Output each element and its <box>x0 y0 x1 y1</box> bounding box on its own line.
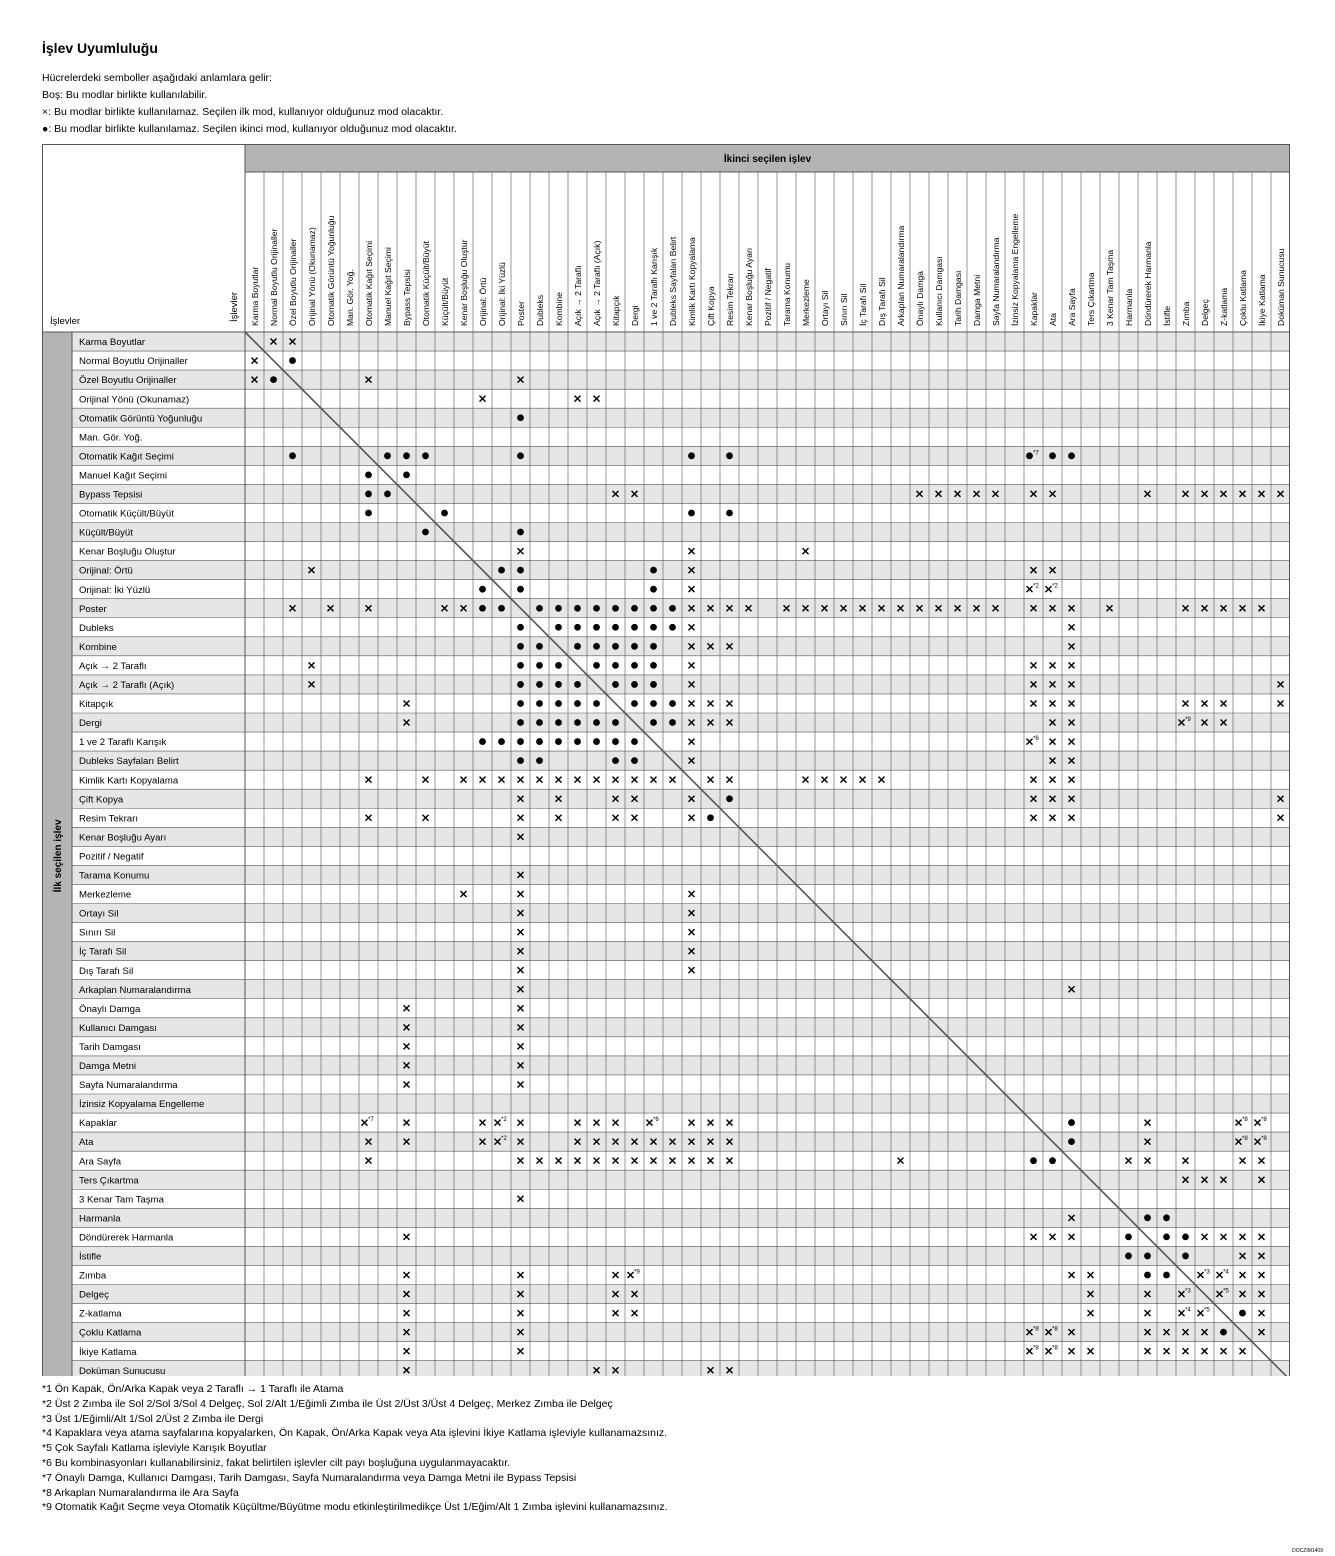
row-shade <box>72 1056 1290 1075</box>
dot-mark <box>1163 1214 1170 1221</box>
dot-mark <box>517 681 524 688</box>
functions-vertical-label: İşlevler <box>229 291 240 322</box>
dot-mark <box>574 643 581 650</box>
column-header: Dış Tarafı Sil <box>877 277 887 326</box>
dot-mark <box>1144 1272 1151 1279</box>
dot-mark <box>669 700 676 707</box>
dot-mark <box>612 681 619 688</box>
footnote: *8 Arkaplan Numaralandırma ile Ara Sayfa <box>42 1486 239 1499</box>
column-header: Kimlik Kartı Kopyalama <box>687 237 697 326</box>
row-label: Orijinal Yönü (Okunamaz) <box>79 394 190 406</box>
dot-mark <box>441 510 448 517</box>
column-header: Çoklu Katlama <box>1238 270 1248 326</box>
dot-mark <box>593 662 600 669</box>
footnote-ref: *8 <box>1242 1135 1248 1143</box>
dot-mark <box>631 662 638 669</box>
column-header: Döndürerek Harmanla <box>1143 241 1153 326</box>
row-label: Otomatik Küçült/Büyüt <box>79 508 174 520</box>
row-shade <box>72 1170 1290 1189</box>
footnote-ref: *3 <box>1204 1268 1210 1276</box>
column-header: Delgeç <box>1200 299 1210 326</box>
row-shade <box>72 1132 1290 1151</box>
dot-mark <box>1220 1329 1227 1336</box>
dot-mark <box>536 643 543 650</box>
symbol-legend <box>42 70 457 138</box>
dot-mark <box>726 452 733 459</box>
dot-mark <box>1182 1253 1189 1260</box>
dot-mark <box>650 605 657 612</box>
dot-mark <box>612 738 619 745</box>
dot-mark <box>498 605 505 612</box>
dot-mark <box>517 643 524 650</box>
dot-mark <box>1049 452 1056 459</box>
column-header: Kenar Boşluğu Ayarı <box>744 247 754 326</box>
row-shade <box>72 523 1290 542</box>
row-label: Ters Çıkartma <box>79 1175 139 1187</box>
dot-mark <box>574 681 581 688</box>
footnotes <box>42 1382 668 1515</box>
dot-mark <box>1068 452 1075 459</box>
dot-mark <box>289 357 296 364</box>
dot-mark <box>536 757 543 764</box>
dot-mark <box>384 452 391 459</box>
row-label: Dubleks Sayfaları Belirt <box>79 756 179 768</box>
column-header: Kapaklar <box>1029 292 1039 326</box>
column-header: Z-katlama <box>1219 287 1229 326</box>
footnote-ref: *6 <box>653 1116 659 1124</box>
row-shade <box>72 1323 1290 1342</box>
dot-mark <box>688 452 695 459</box>
row-label: Pozitif / Negatif <box>79 851 144 863</box>
dot-mark <box>517 452 524 459</box>
dot-mark <box>650 586 657 593</box>
dot-mark <box>555 681 562 688</box>
footnote-ref: *9 <box>634 1268 640 1276</box>
dot-mark <box>555 719 562 726</box>
dot-mark <box>593 624 600 631</box>
column-header: 1 ve 2 Taraflı Karışık <box>649 247 659 326</box>
row-label: Çoklu Katlama <box>79 1327 142 1339</box>
column-header: Küçült/Büyüt <box>440 277 450 326</box>
row-shade <box>72 1285 1290 1304</box>
dot-mark <box>517 700 524 707</box>
row-label: Arkaplan Numaralandırma <box>79 984 191 996</box>
footnote-ref: *2 <box>501 1135 507 1143</box>
dot-mark <box>631 738 638 745</box>
legend-blank: Boş: Bu modlar birlikte kullanılabilir. <box>42 89 208 101</box>
dot-mark <box>555 662 562 669</box>
row-label: Kenar Boşluğu Oluştur <box>79 546 176 558</box>
dot-mark <box>498 738 505 745</box>
dot-mark <box>650 719 657 726</box>
dot-mark <box>574 700 581 707</box>
dot-mark <box>517 414 524 421</box>
row-shade <box>72 599 1290 618</box>
footnote-ref: *2 <box>1052 582 1058 590</box>
row-label: 1 ve 2 Taraflı Karışık <box>79 737 167 749</box>
footnote-ref: *7 <box>368 1116 374 1124</box>
column-header: Dergi <box>630 305 640 326</box>
footnote-ref: *2 <box>1033 582 1039 590</box>
column-header: Dubleks Sayfaları Belirt <box>668 236 678 326</box>
document-id: DOCZIM1409 <box>1292 1548 1323 1554</box>
row-shade <box>72 446 1290 465</box>
row-shade <box>72 484 1290 503</box>
row-label: Dergi <box>79 718 102 730</box>
row-label: Kenar Boşluğu Ayarı <box>79 832 167 844</box>
row-shade <box>72 942 1290 961</box>
row-label: Delgeç <box>79 1289 109 1301</box>
footnote-ref: *4 <box>1185 1306 1191 1314</box>
footnote-ref: *8 <box>1242 1116 1248 1124</box>
dot-mark <box>422 529 429 536</box>
footnote-ref: *5 <box>1223 1287 1229 1295</box>
dot-mark <box>536 605 543 612</box>
footnote: *4 Kapaklara veya atama sayfalarına kopyalarken, Ön Kapak, Ön/Arka Kapak veya Ata işlevini İkiye Katlama işleviyle kullanamazsınız. <box>42 1427 668 1440</box>
dot-mark <box>517 529 524 536</box>
column-header: Orijinal Yönü (Okunamaz) <box>307 227 317 326</box>
dot-mark <box>365 471 372 478</box>
dot-mark <box>612 624 619 631</box>
dot-mark <box>555 605 562 612</box>
footnote-ref: *3 <box>1185 1287 1191 1295</box>
column-header: Önaylı Damga <box>915 271 925 326</box>
dot-mark <box>612 719 619 726</box>
dot-mark <box>612 662 619 669</box>
column-header: Pozitif / Negatif <box>763 268 773 326</box>
footnote-ref: *6 <box>1033 735 1039 743</box>
dot-mark <box>593 738 600 745</box>
row-label: Tarama Konumu <box>79 870 150 882</box>
row-label: Açık → 2 Taraflı <box>79 660 147 672</box>
dot-mark <box>479 738 486 745</box>
column-header: Tarih Damgası <box>953 270 963 326</box>
row-label: Dış Tarafı Sil <box>79 965 134 977</box>
column-header: Orijinal: Örtü <box>478 277 488 326</box>
dot-mark <box>365 491 372 498</box>
column-header: Doküman Sunucusu <box>1276 248 1286 326</box>
footnote-ref: *2 <box>501 1116 507 1124</box>
dot-mark <box>631 624 638 631</box>
dot-mark <box>669 624 676 631</box>
row-label: İkiye Katlama <box>79 1346 137 1358</box>
column-header: İç Tarafı Sil <box>858 283 868 326</box>
dot-mark <box>517 586 524 593</box>
dot-mark <box>536 662 543 669</box>
column-header: Damga Metni <box>972 274 982 326</box>
legend-cross: ×: Bu modlar birlikte kullanılamaz. Seçilen ilk mod, kullanıyor olduğunuz mod olacaktır. <box>42 106 444 118</box>
row-shade <box>72 789 1290 808</box>
row-label: 3 Kenar Tam Taşma <box>79 1194 164 1206</box>
row-shade <box>72 408 1290 427</box>
footnote: *5 Çok Sayfalı Katlama işleviyle Karışık Boyutlar <box>42 1442 267 1455</box>
dot-mark <box>631 700 638 707</box>
dot-mark <box>517 719 524 726</box>
row-label: Küçült/Büyüt <box>79 527 133 539</box>
legend-dot: ●: Bu modlar birlikte kullanılamaz. Seçilen ikinci mod, kullanıyor olduğunuz mod olacaktır. <box>42 123 457 135</box>
row-label: Harmanla <box>79 1213 121 1225</box>
dot-mark <box>574 605 581 612</box>
dot-mark <box>650 567 657 574</box>
row-label: Sayfa Numaralandırma <box>79 1080 178 1092</box>
row-label: Damga Metni <box>79 1061 137 1073</box>
dot-mark <box>555 738 562 745</box>
page-title: İşlev Uyumluluğu <box>42 40 158 56</box>
dot-mark <box>517 567 524 574</box>
row-label: Merkezleme <box>79 889 132 901</box>
column-header: Kenar Boşluğu Oluştur <box>459 239 469 326</box>
dot-mark <box>517 662 524 669</box>
legend-intro: Hücrelerdeki semboller aşağıdaki anlamlara gelir: <box>42 72 272 84</box>
footnote-ref: *5 <box>1204 1306 1210 1314</box>
column-header: Çift Kopya <box>706 286 716 326</box>
footnote-ref: *8 <box>1052 1325 1058 1333</box>
first-selected-title: İlk seçilen işlev <box>53 819 64 893</box>
dot-mark <box>517 738 524 745</box>
dot-mark <box>631 681 638 688</box>
dot-mark <box>688 510 695 517</box>
dot-mark <box>612 757 619 764</box>
dot-mark <box>517 624 524 631</box>
column-header: Ata <box>1048 313 1058 326</box>
row-shade <box>72 1208 1290 1227</box>
row-shade <box>72 865 1290 884</box>
dot-mark <box>593 605 600 612</box>
dot-mark <box>593 643 600 650</box>
row-label: Kombine <box>79 641 117 653</box>
row-label: Dubleks <box>79 622 114 634</box>
row-label: Karma Boyutlar <box>79 337 146 349</box>
footnote-ref: *8 <box>1033 1325 1039 1333</box>
column-header: Kitapçık <box>611 295 621 326</box>
row-label: Orijinal: Örtü <box>79 565 133 577</box>
dot-mark <box>1144 1253 1151 1260</box>
row-label: Man. Gör. Yoğ. <box>79 432 143 444</box>
footnote: *3 Üst 1/Eğimli/Alt 1/Sol 2/Üst 2 Zımba ile Dergi <box>42 1412 264 1425</box>
column-header: Resim Tekrarı <box>725 273 735 326</box>
footnote-ref: *7 <box>1033 449 1039 457</box>
column-header: Otomatik Küçült/Büyüt <box>421 240 431 326</box>
row-shade <box>72 1361 1290 1376</box>
dot-mark <box>612 605 619 612</box>
column-header: Poster <box>516 301 526 326</box>
dot-mark <box>1125 1233 1132 1240</box>
row-shade <box>72 675 1290 694</box>
column-header: İstifle <box>1162 305 1172 326</box>
dot-mark <box>593 700 600 707</box>
column-header: Karma Boyutlar <box>250 266 260 326</box>
footnote-ref: *8 <box>1261 1116 1267 1124</box>
footnote-ref: *4 <box>1223 1268 1229 1276</box>
row-label: İstifle <box>79 1251 102 1263</box>
column-header: Dubleks <box>535 294 545 326</box>
dot-mark <box>555 700 562 707</box>
column-header: Normal Boyutlu Orijinaller <box>269 228 279 326</box>
column-header: Bypass Tepsisi <box>402 269 412 326</box>
dot-mark <box>631 605 638 612</box>
dot-mark <box>707 814 714 821</box>
row-label: Bypass Tepsisi <box>79 489 143 501</box>
row-label: İzinsiz Kopyalama Engelleme <box>79 1099 205 1111</box>
compatibility-table <box>42 144 1290 1376</box>
row-shade <box>72 904 1290 923</box>
row-shade <box>72 713 1290 732</box>
dot-mark <box>1049 1157 1056 1164</box>
footnote: *2 Üst 2 Zımba ile Sol 2/Sol 3/Sol 4 Delgeç, Sol 2/Alt 1/Eğimli Zımba ile Üst 2/Üst 3/Üst 4 Delgeç, Merkez Zımba ile Delgeç <box>42 1397 613 1410</box>
dot-mark <box>536 719 543 726</box>
dot-mark <box>479 586 486 593</box>
row-label: Resim Tekrarı <box>79 813 138 825</box>
dot-mark <box>1163 1272 1170 1279</box>
column-header: Ortayı Sil <box>820 290 830 326</box>
row-label: Poster <box>79 603 107 615</box>
footnote-ref: *8 <box>1261 1135 1267 1143</box>
row-label: Kullanıcı Damgası <box>79 1022 157 1034</box>
column-header: Arkaplan Numaralandırma <box>896 225 906 326</box>
column-header: Kombine <box>554 292 564 326</box>
dot-mark <box>1182 1233 1189 1240</box>
dot-mark <box>631 643 638 650</box>
column-header: Harmanla <box>1124 288 1134 326</box>
row-shade <box>72 751 1290 770</box>
row-shade <box>72 980 1290 999</box>
footnote-ref: *8 <box>1033 1344 1039 1352</box>
column-header: Manuel Kağıt Seçimi <box>383 247 393 326</box>
dot-mark <box>1125 1253 1132 1260</box>
row-label: Kapaklar <box>79 1118 117 1130</box>
dot-mark <box>669 605 676 612</box>
row-label: Özel Boyutlu Orijinaller <box>79 375 177 387</box>
dot-mark <box>555 624 562 631</box>
dot-mark <box>422 452 429 459</box>
dot-mark <box>612 643 619 650</box>
row-shade <box>72 1094 1290 1113</box>
dot-mark <box>403 471 410 478</box>
footnote: *6 Bu kombinasyonları kullanabilirsiniz, fakat belirtilen işlevler cilt payı boşluğuna uygulanmayacaktır. <box>42 1456 511 1469</box>
dot-mark <box>650 624 657 631</box>
row-label: Tarih Damgası <box>79 1041 141 1053</box>
dot-mark <box>650 643 657 650</box>
row-label: Kimlik Kartı Kopyalama <box>79 775 179 787</box>
dot-mark <box>517 757 524 764</box>
footnote: *7 Önaylı Damga, Kullanıcı Damgası, Tarih Damgası, Sayfa Numaralandırma veya Damga Metni ile Bypass Tepsisi <box>42 1471 577 1484</box>
row-label: Çift Kopya <box>79 794 124 806</box>
row-label: Otomatik Görüntü Yoğunluğu <box>79 413 203 425</box>
dot-mark <box>631 757 638 764</box>
dot-mark <box>574 738 581 745</box>
row-shade <box>72 1246 1290 1265</box>
column-header: Otomatik Kağıt Seçimi <box>364 240 374 326</box>
row-label: Zımba <box>79 1270 107 1282</box>
row-label: Ata <box>79 1137 94 1149</box>
row-label: Orijinal: İki Yüzlü <box>79 584 151 596</box>
column-header: İzinsiz Kopyalama Engelleme <box>1010 213 1020 326</box>
dot-mark <box>1144 1214 1151 1221</box>
dot-mark <box>574 719 581 726</box>
row-label: Ortayı Sil <box>79 908 119 920</box>
dot-mark <box>650 681 657 688</box>
dot-mark <box>650 700 657 707</box>
dot-mark <box>365 510 372 517</box>
row-label: Normal Boyutlu Orijinaller <box>79 356 188 368</box>
row-label: Kitapçık <box>79 699 114 711</box>
dot-mark <box>479 605 486 612</box>
dot-mark <box>498 567 505 574</box>
column-header: Otomatik Görüntü Yoğunluğu <box>326 215 336 326</box>
row-shade <box>72 827 1290 846</box>
dot-mark <box>726 795 733 802</box>
column-header: Açık → 2 Taraflı <box>573 265 583 326</box>
column-header: Kullanıcı Damgası <box>934 256 944 326</box>
column-header: Tarama Konumu <box>782 262 792 326</box>
dot-mark <box>726 510 733 517</box>
row-label: Z-katlama <box>79 1308 122 1320</box>
row-label: Önaylı Damga <box>79 1003 141 1015</box>
footnote: *9 Otomatik Kağıt Seçme veya Otomatik Küçültme/Büyütme modu etkinleştirilmedikçe Üst 1/Eğim/Alt 1 Zımba işlevini kullanamazsınız. <box>42 1501 668 1514</box>
dot-mark <box>650 662 657 669</box>
row-shade <box>72 561 1290 580</box>
row-label: Açık → 2 Taraflı (Açık) <box>79 680 175 692</box>
column-header: İkiye Katlama <box>1257 274 1267 326</box>
dot-mark <box>1068 1119 1075 1126</box>
dot-mark <box>574 624 581 631</box>
column-header: Man. Gör. Yoğ. <box>345 269 355 326</box>
row-label: Doküman Sunucusu <box>79 1365 166 1376</box>
dot-mark <box>403 452 410 459</box>
column-header: Sınırı Sil <box>839 293 849 326</box>
column-header: Sayfa Numaralandırma <box>991 237 1001 326</box>
column-header: Merkezleme <box>801 279 811 326</box>
column-header: Ara Sayfa <box>1067 288 1077 326</box>
row-shade <box>72 1018 1290 1037</box>
column-header: Zımba <box>1181 301 1191 326</box>
second-selected-title: İkinci seçilen işlev <box>723 154 812 165</box>
dot-mark <box>384 491 391 498</box>
dot-mark <box>1030 1157 1037 1164</box>
footnote: *1 Ön Kapak, Ön/Arka Kapak veya 2 Taraflı → 1 Taraflı ile Atama <box>42 1383 344 1395</box>
row-label: Otomatik Kağıt Seçimi <box>79 451 174 463</box>
dot-mark <box>289 452 296 459</box>
dot-mark <box>536 681 543 688</box>
row-label: Manuel Kağıt Seçimi <box>79 470 167 482</box>
footnote-ref: *9 <box>1185 716 1191 724</box>
functions-label: İşlevler <box>50 316 81 327</box>
dot-mark <box>1163 1233 1170 1240</box>
row-label: İç Tarafı Sil <box>79 946 127 958</box>
row-label: Ara Sayfa <box>79 1156 122 1168</box>
dot-mark <box>593 719 600 726</box>
dot-mark <box>1239 1310 1246 1317</box>
column-header: Özel Boyutlu Orijinaller <box>288 238 298 326</box>
column-header: Ters Çıkartma <box>1086 272 1096 326</box>
column-header: Açık → 2 Taraflı (Açık) <box>592 240 602 326</box>
footnote-ref: *8 <box>1052 1344 1058 1352</box>
dot-mark <box>270 376 277 383</box>
column-header: 3 Kenar Tam Taşma <box>1105 249 1115 326</box>
dot-mark <box>1068 1138 1075 1145</box>
row-shade <box>72 637 1290 656</box>
row-label: Sınırı Sil <box>79 927 116 939</box>
dot-mark <box>536 700 543 707</box>
dot-mark <box>1026 452 1033 459</box>
row-label: Döndürerek Harmanla <box>79 1232 174 1244</box>
dot-mark <box>536 738 543 745</box>
column-header: Orijinal: İki Yüzlü <box>497 262 507 326</box>
dot-mark <box>669 719 676 726</box>
